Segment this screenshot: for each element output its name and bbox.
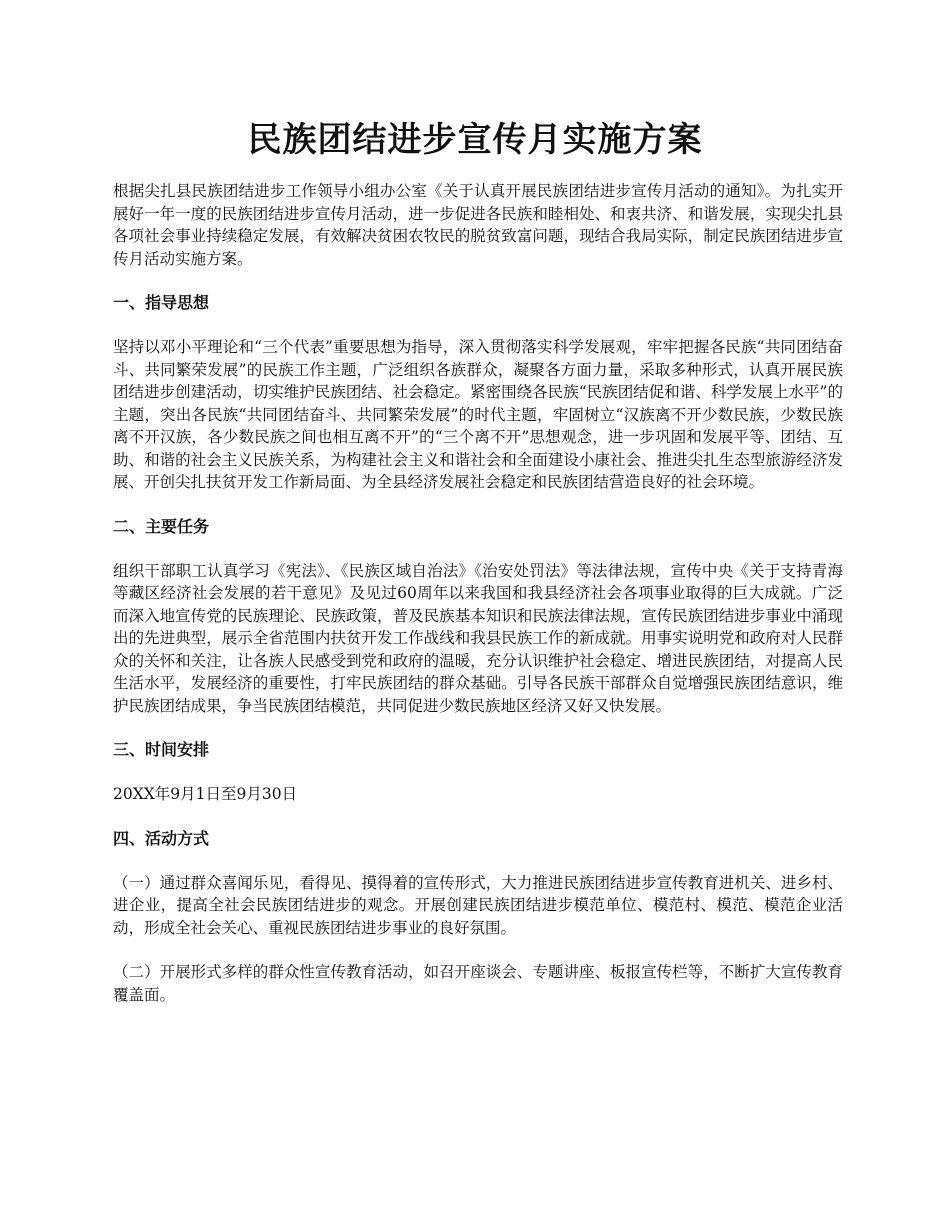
section-paragraph: 20XX年9月1日至9月30日 [113,785,298,803]
section-main-tasks [113,516,843,718]
section-heading: 一、指导思想 [113,293,210,312]
section-paragraph: （一）通过群众喜闻乐见，看得见、摸得着的宣传形式，大力推进民族团结进步宣传教育进机关、进乡村、进企业，提高全社会民族团结进步的观念。开展创建民族团结进步模范单位、模范村、模范、模范企业活动，形成全社会关心、重视民族团结进步事业的良好氛围。 [113,873,843,937]
section-heading: 二、主要任务 [113,516,210,536]
section-heading: 四、活动方式 [113,828,210,848]
document-title: 民族团结进步宣传月实施方案 [247,120,703,160]
section-paragraph: 组织干部职工认真学习《宪法》、《民族区域自治法》《治安处罚法》等法律法规，宣传中央《关于支持青海等藏区经济社会发展的若干意见》及见过60周年以来我国和我县经济社会各项事业取得的巨大成就。广泛而深入地宣传党的民族理论、民族政策，普及民族基本知识和民族法律法规，宣传民族团结进步事业中涌现出的先进典型，展示全省范围内扶贫开发工作战线和我县民族工作的新成就。用事实说明党和政府对人民群众的关怀和关注，让各族人民感受到党和政府的温暖，充分认识维护社会稳定、增进民族团结，对提高人民生活水平，发展经济的重要性，打牢民族团结的群众基础。引导各民族干部群众自觉增强民族团结意识，维护民族团结成果，争当民族团结模范，共同促进少数民族地区经济又好又快发展。 [113,561,843,715]
intro-paragraph: 根据尖扎县民族团结进步工作领导小组办公室《关于认真开展民族团结进步宣传月活动的通知》。为扎实开展好一年一度的民族团结进步宣传月活动，进一步促进各民族和睦相处、和衷共济、和谐发展，实现尖扎县各项社会事业持续稳定发展，有效解决贫困农牧民的脱贫致富问题，现结合我局实际，制定民族团结进步宣传月活动实施方案。 [113,182,843,268]
section-paragraph: （二）开展形式多样的群众性宣传教育活动，如召开座谈会、专题讲座、板报宣传栏等，不断扩大宣传教育覆盖面。 [113,963,843,1004]
section-paragraph: 坚持以邓小平理论和“三个代表”重要思想为指导，深入贯彻落实科学发展观，牢牢把握各民族“共同团结奋斗、共同繁荣发展”的民族工作主题，广泛组织各族群众，凝聚各方面力量，采取多种形式，认真开展民族团结进步创建活动，切实维护民族团结、社会稳定。紧密围绕各民族“民族团结促和谐、科学发展上水平”的主题，突出各民族“共同团结奋斗、共同繁荣发展”的时代主题，牢固树立“汉族离不开少数民族，少数民族离不开汉族，各少数民族之间也相互离不开”的“三个离不开”思想观念，进一步巩固和发展平等、团结、互助、和谐的社会主义民族关系，为构建社会主义和谐社会和全面建设小康社会、推进尖扎生态型旅游经济发展、开创尖扎扶贫开发工作新局面、为全县经济发展社会稳定和民族团结营造良好的社会环境。 [113,338,843,491]
section-schedule [113,739,843,806]
section-guiding-ideology [113,292,843,494]
document-body [113,180,843,1028]
section-activity-methods [113,828,843,1007]
section-heading: 三、时间安排 [113,740,210,759]
